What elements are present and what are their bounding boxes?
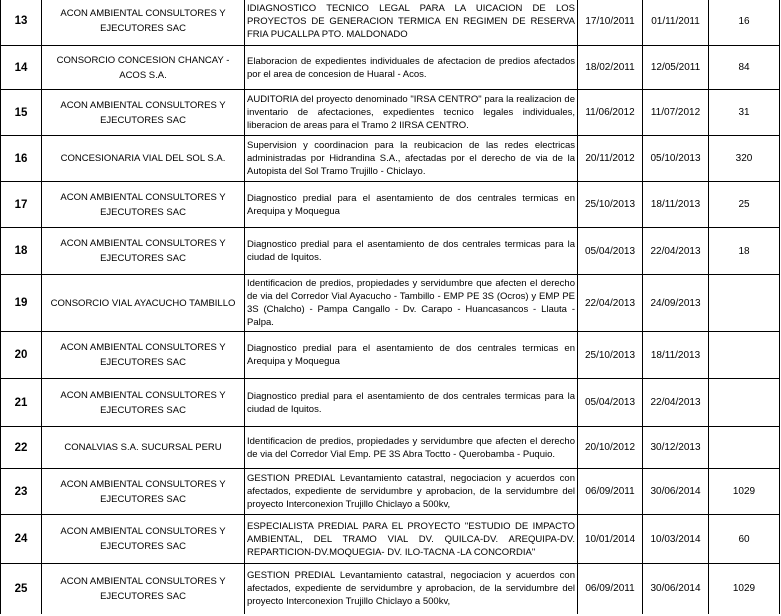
start-date: 17/10/2011: [578, 0, 643, 46]
end-date: 01/11/2011: [643, 0, 709, 46]
company-name: ACON AMBIENTAL CONSULTORES Y EJECUTORES SAC: [42, 228, 245, 275]
project-description: Identificacion de predios, propiedades y servidumbre que afecten el derecho de via del Corredor Vial Emp. PE 3S Abra Toctto - Querobamba - Puquio.: [245, 427, 578, 469]
start-date: 22/04/2013: [578, 275, 643, 332]
table-row: [1, 90, 780, 136]
company-name: ACON AMBIENTAL CONSULTORES Y EJECUTORES SAC: [42, 469, 245, 515]
end-date: 22/04/2013: [643, 379, 709, 427]
duration-days: 84: [709, 46, 780, 90]
company-name: ACON AMBIENTAL CONSULTORES Y EJECUTORES SAC: [42, 564, 245, 614]
start-date: 05/04/2013: [578, 379, 643, 427]
table-row: [1, 469, 780, 515]
duration-days: 18: [709, 228, 780, 275]
company-name: ACON AMBIENTAL CONSULTORES Y EJECUTORES SAC: [42, 379, 245, 427]
duration-days: 1029: [709, 469, 780, 515]
duration-days: [709, 275, 780, 332]
start-date: 18/02/2011: [578, 46, 643, 90]
end-date: 11/07/2012: [643, 90, 709, 136]
company-name: CONSORCIO VIAL AYACUCHO TAMBILLO: [42, 275, 245, 332]
project-description: AUDITORIA del proyecto denominado "IRSA CENTRO" para la realizacion de inventario de afectaciones, expedientes tecnico legales individuales, liberacion de areas para el Tramo 2 IIRSA CENTRO.: [245, 90, 578, 136]
row-number: 20: [1, 332, 42, 379]
end-date: 10/03/2014: [643, 515, 709, 564]
end-date: 30/06/2014: [643, 564, 709, 614]
row-number: 13: [1, 0, 42, 46]
row-number: 25: [1, 564, 42, 614]
duration-days: 60: [709, 515, 780, 564]
end-date: 30/12/2013: [643, 427, 709, 469]
project-description: Diagnostico predial para el asentamiento de dos centrales termicas en Arequipa y Moquegua: [245, 182, 578, 228]
project-description: GESTION PREDIAL Levantamiento catastral, negociacion y acuerdos con afectados, expediente de servidumbre y aprobacion, de la servidumbre del proyecto Interconexion Trujillo Chiclayo a 500kv,: [245, 469, 578, 515]
end-date: 22/04/2013: [643, 228, 709, 275]
duration-days: 320: [709, 136, 780, 182]
start-date: 25/10/2013: [578, 332, 643, 379]
project-description: Diagnostico predial para el asentamiento de dos centrales termicas en Arequipa y Moquegua: [245, 332, 578, 379]
table-row: [1, 46, 780, 90]
row-number: 22: [1, 427, 42, 469]
table-row: [1, 0, 780, 46]
project-description: Supervision y coordinacion para la reubicacion de las redes electricas administradas por Hidrandina S.A., afectadas por el derecho de via de la Autopista del Sol Tramo Trujillo - Chiclayo.: [245, 136, 578, 182]
project-description: IDIAGNOSTICO TECNICO LEGAL PARA LA UICACION DE LOS PROYECTOS DE GENERACION TERMICA EN REGIMEN DE RESERVA FRIA PUCALLPA PTO. MALDONADO: [245, 0, 578, 46]
start-date: 11/06/2012: [578, 90, 643, 136]
duration-days: 1029: [709, 564, 780, 614]
duration-days: [709, 427, 780, 469]
end-date: 12/05/2011: [643, 46, 709, 90]
start-date: 25/10/2013: [578, 182, 643, 228]
table-row: [1, 182, 780, 228]
end-date: 05/10/2013: [643, 136, 709, 182]
row-number: 18: [1, 228, 42, 275]
company-name: ACON AMBIENTAL CONSULTORES Y EJECUTORES SAC: [42, 332, 245, 379]
row-number: 14: [1, 46, 42, 90]
project-description: Elaboracion de expedientes individuales de afectacion de predios afectados por el area de concesion de Huaral - Acos.: [245, 46, 578, 90]
table-row: [1, 332, 780, 379]
end-date: 18/11/2013: [643, 182, 709, 228]
company-name: CONSORCIO CONCESION CHANCAY - ACOS S.A.: [42, 46, 245, 90]
project-description: Diagnostico predial para el asentamiento de dos centrales termicas para la ciudad de Iquitos.: [245, 379, 578, 427]
end-date: 30/06/2014: [643, 469, 709, 515]
project-description: Diagnostico predial para el asentamiento de dos centrales termicas para la ciudad de Iquitos.: [245, 228, 578, 275]
project-description: GESTION PREDIAL Levantamiento catastral, negociacion y acuerdos con afectados, expediente de servidumbre y aprobacion, de la servidumbre del proyecto Interconexion Trujillo Chiclayo a 500kv,: [245, 564, 578, 614]
end-date: 24/09/2013: [643, 275, 709, 332]
start-date: 20/11/2012: [578, 136, 643, 182]
project-description: Identificacion de predios, propiedades y servidumbre que afecten el derecho de via del Corredor Vial Ayacucho - Tambillo - EMP PE 3S (Ocros) y EMP PE 3S (Chalcho) - Pampa Cangallo - Dv. Carapo - Huancasancos - Llauta - Palpa.: [245, 275, 578, 332]
duration-days: 25: [709, 182, 780, 228]
table-row: [1, 515, 780, 564]
table-row: [1, 275, 780, 332]
row-number: 17: [1, 182, 42, 228]
duration-days: [709, 332, 780, 379]
row-number: 19: [1, 275, 42, 332]
end-date: 18/11/2013: [643, 332, 709, 379]
table-row: [1, 427, 780, 469]
company-name: ACON AMBIENTAL CONSULTORES Y EJECUTORES SAC: [42, 90, 245, 136]
row-number: 21: [1, 379, 42, 427]
start-date: 10/01/2014: [578, 515, 643, 564]
company-name: ACON AMBIENTAL CONSULTORES Y EJECUTORES SAC: [42, 0, 245, 46]
table-row: [1, 136, 780, 182]
duration-days: 16: [709, 0, 780, 46]
duration-days: [709, 379, 780, 427]
table-row: [1, 564, 780, 614]
company-name: ACON AMBIENTAL CONSULTORES Y EJECUTORES SAC: [42, 515, 245, 564]
table-row: [1, 228, 780, 275]
company-name: CONALVIAS S.A. SUCURSAL PERU: [42, 427, 245, 469]
duration-days: 31: [709, 90, 780, 136]
start-date: 05/04/2013: [578, 228, 643, 275]
company-name: CONCESIONARIA VIAL DEL SOL S.A.: [42, 136, 245, 182]
projects-table-body: [1, 0, 780, 614]
company-name: ACON AMBIENTAL CONSULTORES Y EJECUTORES SAC: [42, 182, 245, 228]
row-number: 16: [1, 136, 42, 182]
start-date: 06/09/2011: [578, 564, 643, 614]
row-number: 23: [1, 469, 42, 515]
row-number: 24: [1, 515, 42, 564]
row-number: 15: [1, 90, 42, 136]
start-date: 06/09/2011: [578, 469, 643, 515]
start-date: 20/10/2012: [578, 427, 643, 469]
project-description: ESPECIALISTA PREDIAL PARA EL PROYECTO "ESTUDIO DE IMPACTO AMBIENTAL, DEL TRAMO VIAL DV. QUILCA-DV. AREQUIPA-DV. REPARTICION-DV.MOQUEGIA- DV. ILO-TACNA -LA CONCORDIA": [245, 515, 578, 564]
table-row: [1, 379, 780, 427]
